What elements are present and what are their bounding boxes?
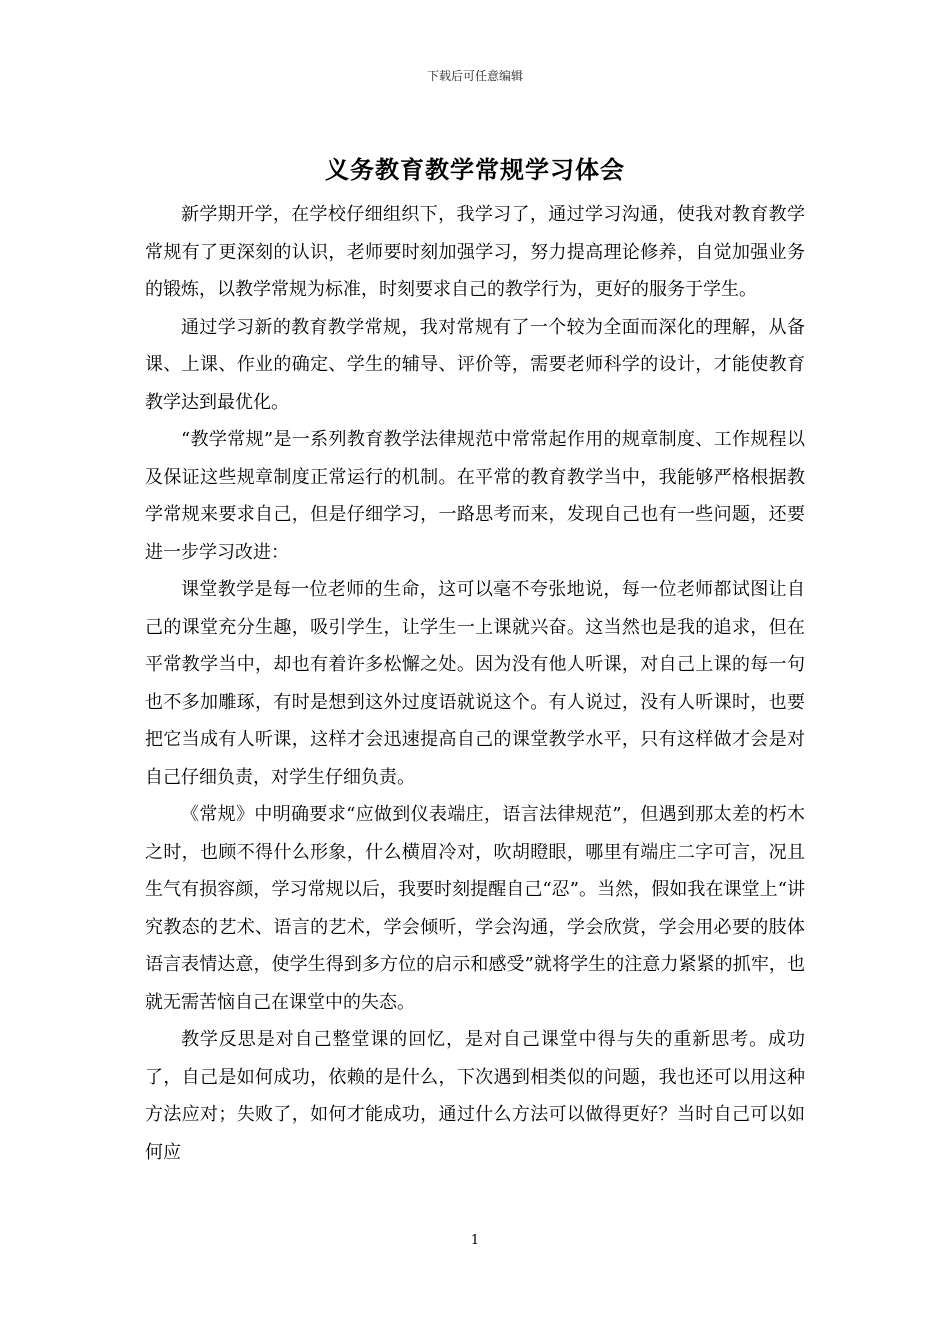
page-number: 1 (470, 1233, 480, 1248)
paragraph-3: “教学常规”是一系列教育教学法律规范中常常起作用的规章制度、工作规程以及保证这些规章制度正常运行的机制。在平常的教育教学当中，我能够严格根据教学常规来要求自己，但是仔细学习，一路思考而来，发现自己也有一些问题，还要进一步学习改进： (145, 429, 805, 563)
paragraph-4: 课堂教学是每一位老师的生命，这可以毫不夸张地说，每一位老师都试图让自己的课堂充分生趣，吸引学生，让学生一上课就兴奋。这当然也是我的追求，但在平常教学当中，却也有着许多松懈之处。因为没有他人听课，对自己上课的每一句也不多加雕琢，有时是想到这外过度语就说这个。有人说过，没有人听课时，也要把它当成有人听课，这样才会迅速提高自己的课堂教学水平，只有这样做才会是对自己仔细负责，对学生仔细负责。 (145, 579, 805, 788)
paragraph-1: 新学期开学，在学校仔细组织下，我学习了，通过学习沟通，使我对教育教学常规有了更深刻的认识，老师要时刻加强学习，努力提高理论修养，自觉加强业务的锻炼，以教学常规为标准，时刻要求自己的教学行为，更好的服务于学生。 (145, 204, 805, 300)
header-note: 下载后可任意编辑 (426, 69, 523, 83)
paragraph-5: 《常规》中明确要求“应做到仪表端庄，语言法律规范”，但遇到那太差的朽木之时，也顾不得什么形象，什么横眉冷对，吹胡瞪眼，哪里有端庄二字可言，况且生气有损容颜，学习常规以后，我要时刻提醒自己“忍”。当然，假如我在课堂上“讲究教态的艺术、语言的艺术，学会倾听，学会沟通，学会欣赏，学会用必要的肢体语言表情达意，使学生得到多方位的启示和感受”就将学生的注意力紧紧的抓牢，也就无需苦恼自己在课堂中的失态。 (145, 804, 805, 1013)
document-title: 义务教育教学常规学习体会 (325, 155, 625, 184)
paragraph-2: 通过学习新的教育教学常规，我对常规有了一个较为全面而深化的理解，从备课、上课、作业的确定、学生的辅导、评价等，需要老师科学的设计，才能使教育教学达到最优化。 (145, 316, 805, 413)
paragraph-6: 教学反思是对自己整堂课的回忆，是对自己课堂中得与失的重新思考。成功了，自己是如何成功，依赖的是什么，下次遇到相类似的问题，我也还可以用这种方法应对；失败了，如何才能成功，通过什么方法可以做得更好？当时自己可以如何应 (145, 1029, 805, 1163)
document-body (145, 196, 805, 1171)
